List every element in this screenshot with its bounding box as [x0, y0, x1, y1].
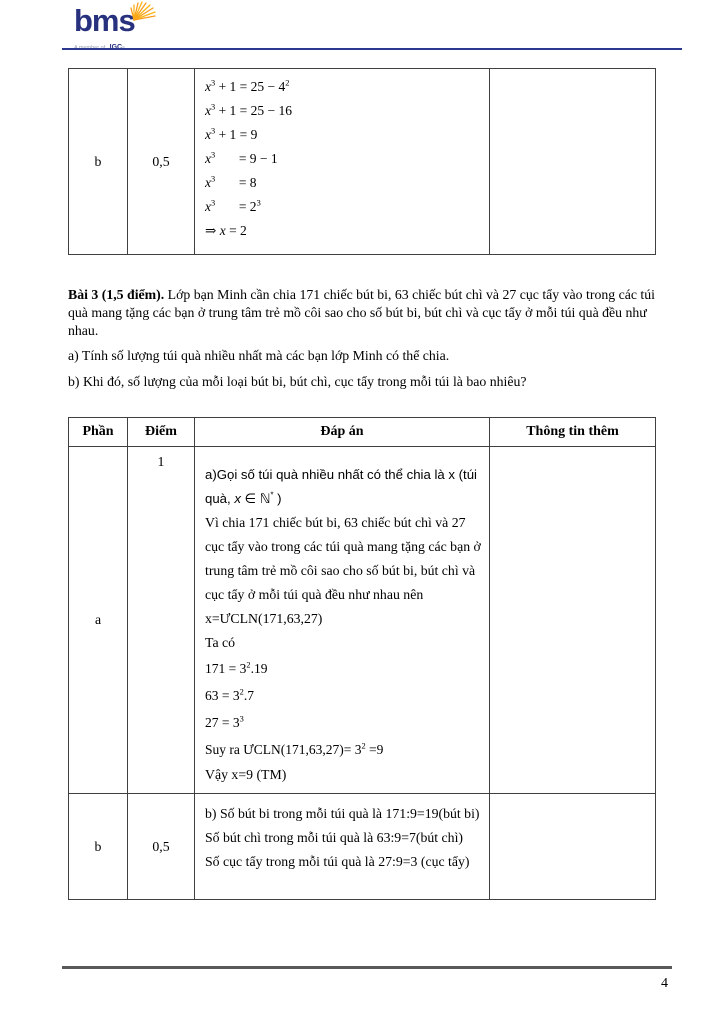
- equation-line: $x^3$ = $2^3$: [205, 198, 261, 214]
- equation-line: $x^3 + 1 = 25 - 4^2$: [205, 78, 290, 94]
- row-a-solution-cell: [195, 447, 490, 794]
- solution-line: Số bút chì trong mỗi túi quà là 63:9=7(bút chì): [205, 830, 464, 845]
- equation-line: $x^3$ = 8: [205, 174, 257, 190]
- header-row: [69, 418, 656, 447]
- problem-statement: Lớp bạn Minh cần chia 171 chiếc bút bi, 63 chiếc bút chì và 27 cục tẩy vào trong các túi quà mang tặng các bạn ở trung tâm trẻ mồ côi sao cho số bút bi, bút chì và cục tẩy ở mỗi túi quà đều như nhau.: [68, 287, 655, 338]
- conclusion-line: Suy ra ƯCLN(171,63,27)= $3^2 =9$: [205, 741, 384, 757]
- footer-divider: [62, 966, 672, 969]
- table-row-b: [69, 794, 656, 900]
- header-divider: [62, 48, 682, 50]
- answer-table: [68, 417, 656, 900]
- intro-text: a)Gọi số túi quà nhiều nhất có thể chia là x (túi quà,: [205, 467, 477, 506]
- extra-info-cell: [490, 69, 656, 255]
- logo-row: [74, 3, 154, 38]
- factorization-line: $27 = 3^3$: [205, 714, 244, 730]
- col-header-diem: Điểm: [128, 418, 195, 447]
- equation-line: ⇒ x = 2: [205, 223, 247, 238]
- ucln-line: x=ƯCLN(171,63,27): [205, 611, 323, 626]
- intro-math: x ∈ ℕ*: [234, 490, 274, 506]
- solution-cell: [195, 69, 490, 255]
- continuation-table: [68, 68, 656, 255]
- solution-line: b) Số bút bi trong mỗi túi quà là 171:9=19(bút bi): [205, 806, 480, 821]
- equation-line: $x^3$ = 9 − 1: [205, 150, 278, 166]
- bms-logo: [74, 3, 154, 54]
- solution-body: Vì chia 171 chiếc bút bi, 63 chiếc bút chì và 27 cục tẩy vào trong các túi quà mang tặng các bạn ở trung tâm trẻ mồ côi sao cho số bút bi, bút chì và cục tẩy ở mỗi túi quà đều như nhau nên: [205, 515, 481, 602]
- problem-title: Bài 3 (1,5 điểm).: [68, 287, 165, 302]
- solution-intro: [205, 463, 481, 511]
- table-row: [69, 69, 656, 255]
- row-b-score-cell: 0,5: [128, 794, 195, 900]
- col-header-info: Thông tin thêm: [490, 418, 656, 447]
- row-a-info-cell: [490, 447, 656, 794]
- factorization-line: $63 = 3^2.7$: [205, 687, 254, 703]
- col-header-phan: Phần: [69, 418, 128, 447]
- final-line: Vậy x=9 (TM): [205, 767, 287, 782]
- part-cell: b: [69, 69, 128, 255]
- row-b-solution-cell: [195, 794, 490, 900]
- solution-line: Số cục tẩy trong mỗi túi quà là 27:9=3 (cục tẩy): [205, 854, 470, 869]
- equation-line: $x^3 + 1 = 25 - 16$: [205, 102, 293, 118]
- page-number: 4: [661, 976, 668, 991]
- question-b: b) Khi đó, số lượng của mỗi loại bút bi, bút chì, cục tẩy trong mỗi túi là bao nhiêu?: [68, 374, 527, 389]
- row-b-info-cell: [490, 794, 656, 900]
- question-a: a) Tính số lượng túi quà nhiều nhất mà các bạn lớp Minh có thể chia.: [68, 348, 450, 363]
- equation-line: $x^3 + 1 = 9$: [205, 126, 258, 142]
- tagline: [74, 36, 154, 54]
- sunburst-icon: [130, 1, 156, 23]
- ta-co-line: Ta có: [205, 635, 236, 650]
- problem-paragraph: [68, 286, 674, 340]
- row-a-score-cell: 1: [128, 447, 195, 794]
- row-b-part-cell: b: [69, 794, 128, 900]
- logo-text: bms: [74, 3, 135, 38]
- table-row-a: [69, 447, 656, 794]
- row-a-part-cell: a: [69, 447, 128, 794]
- col-header-dapan: Đáp án: [195, 418, 490, 447]
- score-cell: 0,5: [128, 69, 195, 255]
- intro-close: ): [273, 491, 282, 506]
- factorization-line: $171 = 3^2.19$: [205, 660, 268, 676]
